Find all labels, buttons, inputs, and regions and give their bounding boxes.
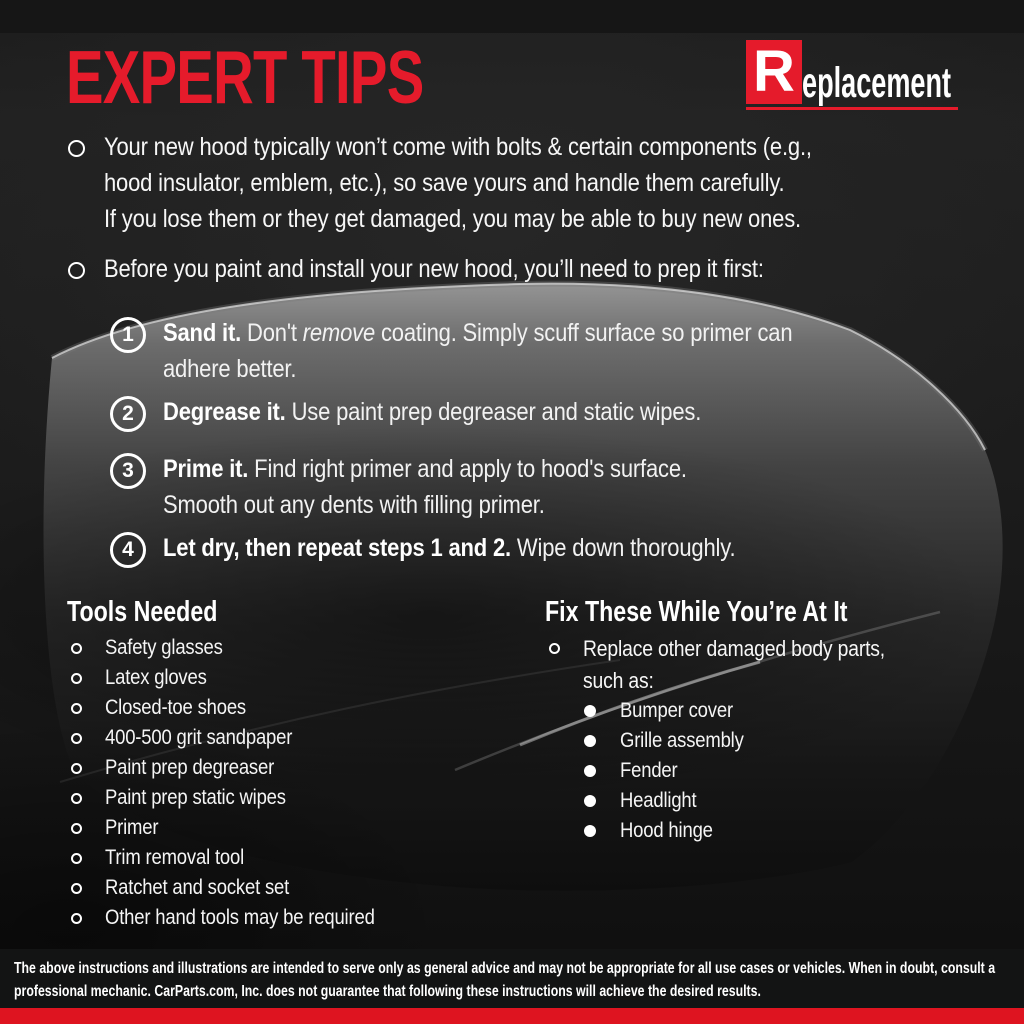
dot-bullet-icon: [584, 735, 596, 747]
fixes-list: [584, 696, 761, 846]
list-item: Closed-toe shoes: [68, 693, 411, 723]
fixes-intro-bullet: [549, 633, 926, 697]
replacement-logo: [746, 40, 960, 112]
step-item-4: [110, 530, 813, 568]
logo-underline: [746, 107, 958, 110]
step-number-badge: 4: [110, 532, 146, 568]
step-item-3: [110, 451, 758, 523]
step-item-1: [110, 315, 878, 387]
circle-bullet-icon: [68, 140, 85, 157]
dot-bullet-icon: [584, 795, 596, 807]
step-number-badge: 2: [110, 396, 146, 432]
disclaimer-text: The above instructions and illustrations are intended to serve only as general advice and may not be appropriate for all use cases or vehicles. When in doubt, consult a professional mechanic. CarParts.com, Inc. does not guarantee that following these instructions will achieve the desired results.: [14, 960, 996, 1000]
circle-bullet-icon: [71, 883, 82, 894]
list-item: Ratchet and socket set: [68, 873, 411, 903]
circle-bullet-icon: [71, 913, 82, 924]
list-item: Bumper cover: [584, 696, 761, 726]
step-item-2: [110, 394, 775, 432]
tools-list: [68, 633, 411, 933]
list-item: Other hand tools may be required: [68, 903, 411, 933]
circle-bullet-icon: [71, 673, 82, 684]
fixes-heading: Fix These While You’re At It: [545, 596, 848, 628]
logo-wordmark: eplacement: [802, 59, 952, 107]
list-item: Hood hinge: [584, 816, 761, 846]
list-item: 400-500 grit sandpaper: [68, 723, 411, 753]
list-item: Paint prep degreaser: [68, 753, 411, 783]
intro-bullet-1: [68, 129, 908, 237]
footer-red-bar: [0, 1008, 1024, 1024]
list-item: Fender: [584, 756, 761, 786]
dot-bullet-icon: [584, 705, 596, 717]
intro-bullet-1-text: Your new hood typically won’t come with bolts & certain components (e.g., hood insulator, emblem, etc.), so save yours and handle them carefully. If you lose them or they get damaged, you may be able to buy new ones.: [104, 133, 812, 233]
list-item: Latex gloves: [68, 663, 411, 693]
tools-needed-heading: Tools Needed: [67, 596, 218, 628]
circle-bullet-icon: [71, 823, 82, 834]
dot-bullet-icon: [584, 765, 596, 777]
list-item: Paint prep static wipes: [68, 783, 411, 813]
step-text: Let dry, then repeat steps 1 and 2. Wipe down thoroughly.: [163, 534, 736, 562]
step-number-badge: 1: [110, 317, 146, 353]
logo-r-letter: R: [753, 39, 795, 104]
circle-bullet-icon: [71, 733, 82, 744]
intro-bullet-2: [68, 251, 854, 287]
fixes-intro-text: Replace other damaged body parts, such as:: [583, 636, 886, 693]
list-item: Primer: [68, 813, 411, 843]
step-text: Degrease it. Use paint prep degreaser and static wipes.: [163, 398, 702, 426]
circle-bullet-icon: [71, 703, 82, 714]
dot-bullet-icon: [584, 825, 596, 837]
list-item: Trim removal tool: [68, 843, 411, 873]
step-text: Sand it. Don't remove coating. Simply scuff surface so primer can adhere better.: [163, 319, 793, 383]
step-number-badge: 3: [110, 453, 146, 489]
circle-bullet-icon: [549, 643, 560, 654]
logo-r-box: [746, 40, 802, 104]
circle-bullet-icon: [68, 262, 85, 279]
list-item: Grille assembly: [584, 726, 761, 756]
page-title: EXPERT TIPS: [66, 35, 424, 119]
list-item: Safety glasses: [68, 633, 411, 663]
step-text: Prime it. Find right primer and apply to hood's surface. Smooth out any dents with filling primer.: [163, 455, 687, 519]
intro-bullet-2-text: Before you paint and install your new hood, you’ll need to prep it first:: [104, 255, 764, 283]
list-item: Headlight: [584, 786, 761, 816]
circle-bullet-icon: [71, 793, 82, 804]
circle-bullet-icon: [71, 643, 82, 654]
circle-bullet-icon: [71, 763, 82, 774]
circle-bullet-icon: [71, 853, 82, 864]
disclaimer-bar: [0, 949, 1024, 1008]
